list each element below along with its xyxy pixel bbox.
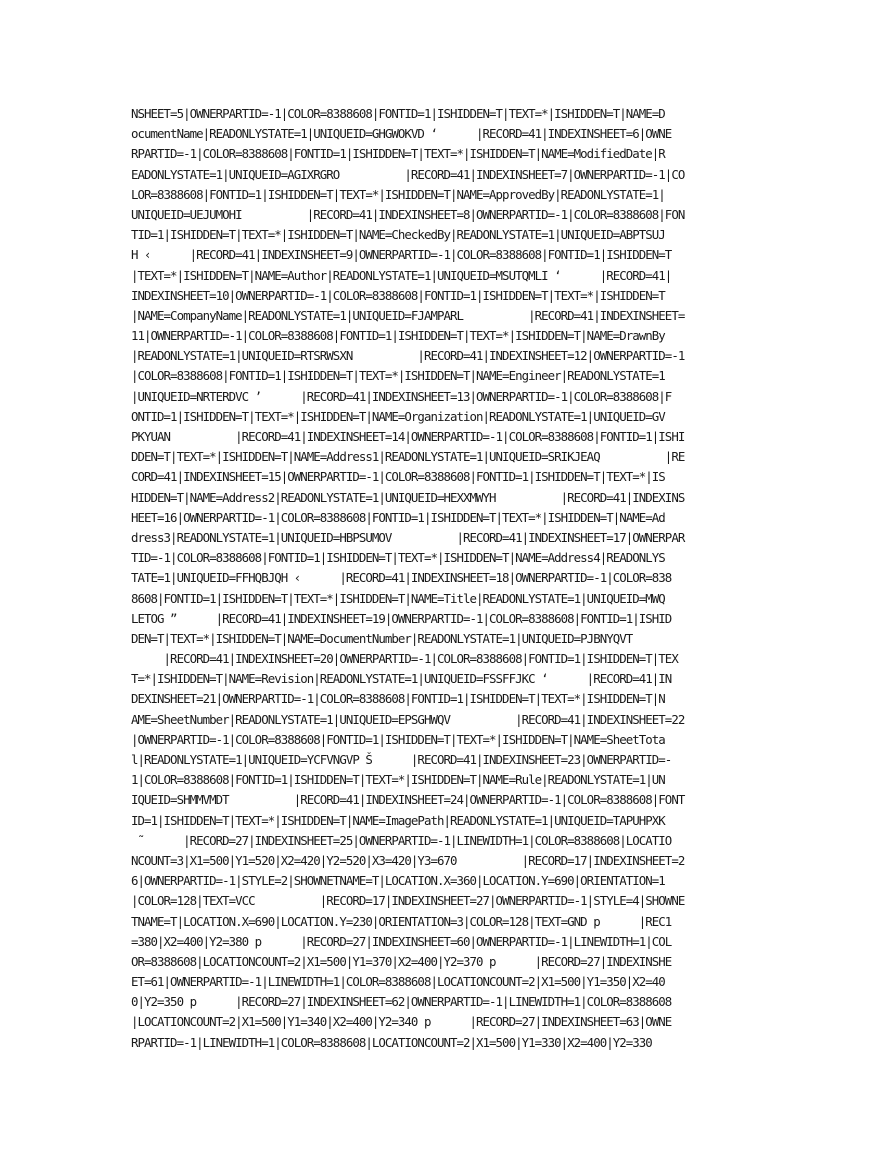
text-line: CORD=41|INDEXINSHEET=15|OWNERPARTID=-1|COLOR=8388608|FONTID=1|ISHIDDEN=T|TEXT=*|IS bbox=[131, 469, 665, 485]
text-line: 0|Y2=350 p |RECORD=27|INDEXINSHEET=62|OWNERPARTID=-1|LINEWIDTH=1|COLOR=8388608 bbox=[131, 994, 672, 1010]
text-line: NCOUNT=3|X1=500|Y1=520|X2=420|Y2=520|X3=420|Y3=670 |RECORD=17|INDEXINSHEET=2 bbox=[131, 852, 685, 868]
text-line: 1|COLOR=8388608|FONTID=1|ISHIDDEN=T|TEXT=*|ISHIDDEN=T|NAME=Rule|READONLYSTATE=1|UN bbox=[131, 772, 665, 788]
text-line: LETOG ” |RECORD=41|INDEXINSHEET=19|OWNERPARTID=-1|COLOR=8388608|FONTID=1|ISHID bbox=[131, 610, 672, 626]
text-line: TID=1|ISHIDDEN=T|TEXT=*|ISHIDDEN=T|NAME=CheckedBy|READONLYSTATE=1|UNIQUEID=ABPTSUJ bbox=[131, 227, 665, 243]
text-line: DDEN=T|TEXT=*|ISHIDDEN=T|NAME=Address1|READONLYSTATE=1|UNIQUEID=SRIKJEAQ |RE bbox=[131, 449, 685, 465]
text-line: AME=SheetNumber|READONLYSTATE=1|UNIQUEID=EPSGHWQV |RECORD=41|INDEXINSHEET=22 bbox=[131, 711, 685, 727]
text-line: |TEXT=*|ISHIDDEN=T|NAME=Author|READONLYSTATE=1|UNIQUEID=MSUTQMLI ‘ |RECORD=41| bbox=[131, 267, 672, 283]
text-line: ocumentName|READONLYSTATE=1|UNIQUEID=GHGWOKVD ‘ |RECORD=41|INDEXINSHEET=6|OWNE bbox=[131, 126, 672, 142]
text-line: ONTID=1|ISHIDDEN=T|TEXT=*|ISHIDDEN=T|NAME=Organization|READONLYSTATE=1|UNIQUEID=GV bbox=[131, 408, 665, 424]
text-line: =380|X2=400|Y2=380 p |RECORD=27|INDEXINSHEET=60|OWNERPARTID=-1|LINEWIDTH=1|COL bbox=[131, 933, 672, 949]
text-line: ˜ |RECORD=27|INDEXINSHEET=25|OWNERPARTID=-1|LINEWIDTH=1|COLOR=8388608|LOCATIO bbox=[131, 832, 672, 848]
text-line: IQUEID=SHMMVMDT |RECORD=41|INDEXINSHEET=24|OWNERPARTID=-1|COLOR=8388608|FONT bbox=[131, 792, 685, 808]
text-line: 8608|FONTID=1|ISHIDDEN=T|TEXT=*|ISHIDDEN=T|NAME=Title|READONLYSTATE=1|UNIQUEID=MWQ bbox=[131, 590, 665, 606]
text-line: OR=8388608|LOCATIONCOUNT=2|X1=500|Y1=370|X2=400|Y2=370 p |RECORD=27|INDEXINSHE bbox=[131, 953, 672, 969]
text-line: |COLOR=128|TEXT=VCC |RECORD=17|INDEXINSHEET=27|OWNERPARTID=-1|STYLE=4|SHOWNE bbox=[131, 893, 685, 909]
text-line: |LOCATIONCOUNT=2|X1=500|Y1=340|X2=400|Y2=340 p |RECORD=27|INDEXINSHEET=63|OWNE bbox=[131, 1014, 672, 1030]
text-line: TNAME=T|LOCATION.X=690|LOCATION.Y=230|ORIENTATION=3|COLOR=128|TEXT=GND p |REC1 bbox=[131, 913, 672, 929]
text-line: PKYUAN |RECORD=41|INDEXINSHEET=14|OWNERPARTID=-1|COLOR=8388608|FONTID=1|ISHI bbox=[131, 429, 685, 444]
text-line: UNIQUEID=UEJUMOHI |RECORD=41|INDEXINSHEET=8|OWNERPARTID=-1|COLOR=8388608|FON bbox=[131, 206, 685, 222]
text-line: ET=61|OWNERPARTID=-1|LINEWIDTH=1|COLOR=8388608|LOCATIONCOUNT=2|X1=500|Y1=350|X2=40 bbox=[131, 974, 665, 990]
text-line: |READONLYSTATE=1|UNIQUEID=RTSRWSXN |RECORD=41|INDEXINSHEET=12|OWNERPARTID=-1 bbox=[131, 348, 685, 364]
text-line: H ‹ |RECORD=41|INDEXINSHEET=9|OWNERPARTID=-1|COLOR=8388608|FONTID=1|ISHIDDEN=T bbox=[131, 247, 672, 263]
text-line: RPARTID=-1|LINEWIDTH=1|COLOR=8388608|LOCATIONCOUNT=2|X1=500|Y1=330|X2=400|Y2=330 bbox=[131, 1034, 652, 1050]
text-line: |COLOR=8388608|FONTID=1|ISHIDDEN=T|TEXT=*|ISHIDDEN=T|NAME=Engineer|READONLYSTATE=1 bbox=[131, 368, 665, 384]
text-line: DEXINSHEET=21|OWNERPARTID=-1|COLOR=8388608|FONTID=1|ISHIDDEN=T|TEXT=*|ISHIDDEN=T|N bbox=[131, 691, 665, 707]
text-line: |NAME=CompanyName|READONLYSTATE=1|UNIQUEID=FJAMPARL |RECORD=41|INDEXINSHEET= bbox=[131, 307, 685, 323]
text-line: ID=1|ISHIDDEN=T|TEXT=*|ISHIDDEN=T|NAME=ImagePath|READONLYSTATE=1|UNIQUEID=TAPUHPXK bbox=[131, 812, 665, 828]
text-line: EADONLYSTATE=1|UNIQUEID=AGIXRGRO |RECORD=41|INDEXINSHEET=7|OWNERPARTID=-1|CO bbox=[131, 166, 685, 182]
text-line: dress3|READONLYSTATE=1|UNIQUEID=HBPSUMOV |RECORD=41|INDEXINSHEET=17|OWNERPAR bbox=[131, 529, 685, 545]
text-line: |RECORD=41|INDEXINSHEET=20|OWNERPARTID=-1|COLOR=8388608|FONTID=1|ISHIDDEN=T|TEX bbox=[131, 651, 678, 667]
text-line: 6|OWNERPARTID=-1|STYLE=2|SHOWNETNAME=T|LOCATION.X=360|LOCATION.Y=690|ORIENTATION=1 bbox=[131, 873, 665, 889]
text-line: |OWNERPARTID=-1|COLOR=8388608|FONTID=1|ISHIDDEN=T|TEXT=*|ISHIDDEN=T|NAME=SheetTota bbox=[131, 731, 665, 747]
text-line: RPARTID=-1|COLOR=8388608|FONTID=1|ISHIDDEN=T|TEXT=*|ISHIDDEN=T|NAME=ModifiedDate|R bbox=[131, 146, 665, 162]
text-line: LOR=8388608|FONTID=1|ISHIDDEN=T|TEXT=*|ISHIDDEN=T|NAME=ApprovedBy|READONLYSTATE=1| bbox=[131, 186, 665, 202]
text-line: INDEXINSHEET=10|OWNERPARTID=-1|COLOR=8388608|FONTID=1|ISHIDDEN=T|TEXT=*|ISHIDDEN=T bbox=[131, 287, 665, 303]
text-line: l|READONLYSTATE=1|UNIQUEID=YCFVNGVP Š |RECORD=41|INDEXINSHEET=23|OWNERPARTID=- bbox=[131, 752, 672, 767]
text-line: TATE=1|UNIQUEID=FFHQBJQH ‹ |RECORD=41|INDEXINSHEET=18|OWNERPARTID=-1|COLOR=838 bbox=[131, 570, 672, 586]
text-line: HIDDEN=T|NAME=Address2|READONLYSTATE=1|UNIQUEID=HEXXMWYH |RECORD=41|INDEXINS bbox=[131, 489, 685, 505]
document-text-block bbox=[131, 104, 771, 1053]
text-line: TID=-1|COLOR=8388608|FONTID=1|ISHIDDEN=T|TEXT=*|ISHIDDEN=T|NAME=Address4|READONLYS bbox=[131, 550, 665, 566]
text-line: |UNIQUEID=NRTERDVC ’ |RECORD=41|INDEXINSHEET=13|OWNERPARTID=-1|COLOR=8388608|F bbox=[131, 388, 672, 404]
text-line: 11|OWNERPARTID=-1|COLOR=8388608|FONTID=1|ISHIDDEN=T|TEXT=*|ISHIDDEN=T|NAME=DrawnBy bbox=[131, 328, 665, 344]
text-line: T=*|ISHIDDEN=T|NAME=Revision|READONLYSTATE=1|UNIQUEID=FSSFFJKC ‘ |RECORD=41|IN bbox=[131, 671, 672, 687]
text-line: DEN=T|TEXT=*|ISHIDDEN=T|NAME=DocumentNumber|READONLYSTATE=1|UNIQUEID=PJBNYQVT bbox=[131, 630, 633, 646]
text-line: NSHEET=5|OWNERPARTID=-1|COLOR=8388608|FONTID=1|ISHIDDEN=T|TEXT=*|ISHIDDEN=T|NAME=D bbox=[131, 106, 665, 121]
text-line: HEET=16|OWNERPARTID=-1|COLOR=8388608|FONTID=1|ISHIDDEN=T|TEXT=*|ISHIDDEN=T|NAME=Ad bbox=[131, 509, 665, 525]
